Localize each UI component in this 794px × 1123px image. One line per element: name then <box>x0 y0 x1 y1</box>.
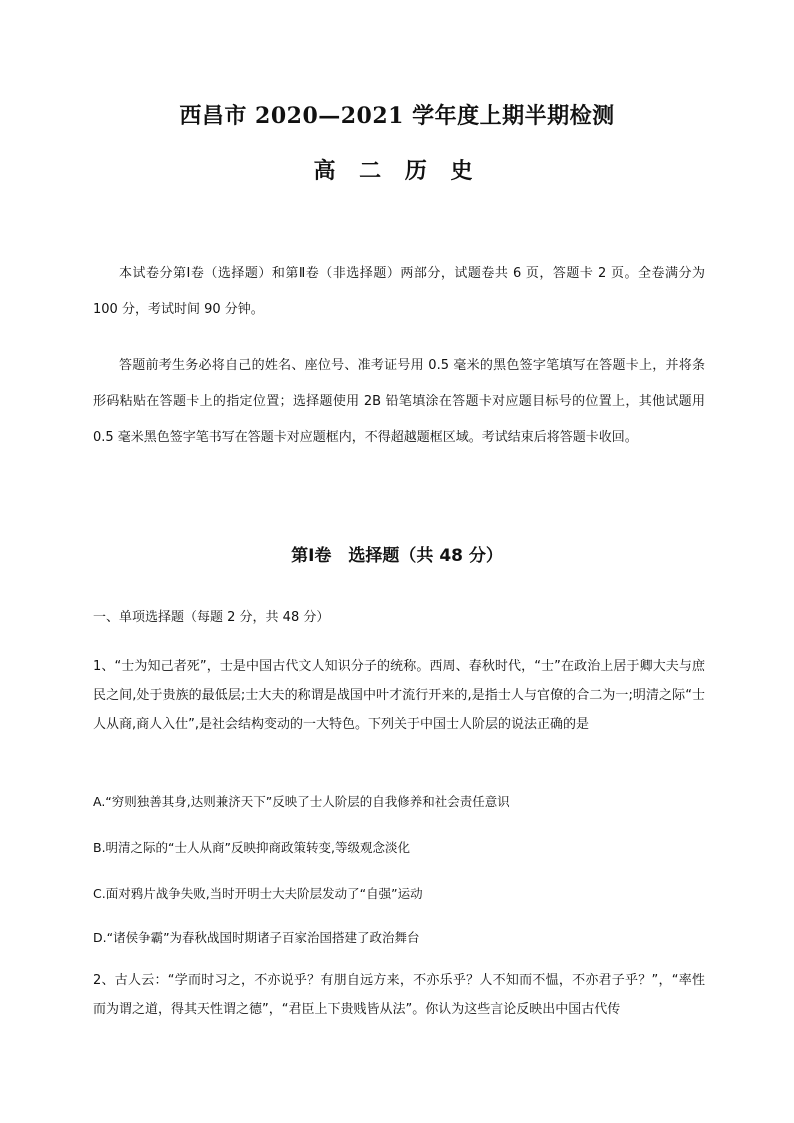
question-1-option-a: A.“穷则独善其身,达则兼济天下”反映了士人阶层的自我修养和社会责任意识 <box>93 794 510 809</box>
question-1-option-d: D.“诸侯争霸”为春秋战国时期诸子百家治国搭建了政治舞台 <box>93 930 420 945</box>
part-heading: 一、单项选择题（每题 2 分，共 48 分） <box>93 610 330 625</box>
instruction-paragraph-1: 本试卷分第Ⅰ卷（选择题）和第Ⅱ卷（非选择题）两部分，试题卷共 6 页，答题卡 2 页。全卷满分为 100 分，考试时间 90 分钟。 <box>93 266 705 317</box>
section-title: 第Ⅰ卷 选择题（共 48 分） <box>291 546 503 566</box>
question-1-option-c: C.面对鸦片战争失败,当时开明士大夫阶层发动了“自强”运动 <box>93 886 423 901</box>
exam-title: 西昌市 2020—2021 学年度上期半期检测 <box>179 103 615 129</box>
question-2-stem: 2、古人云：“学而时习之，不亦说乎？有朋自远方来，不亦乐乎？人不知而不愠，不亦君子乎？”，“率性而为谓之道，得其天性谓之德”，“君臣上下贵贱皆从法”。你认为这些言论反映出中国古代传 <box>93 973 705 1017</box>
instruction-paragraph-2: 答题前考生务必将自己的姓名、座位号、准考证号用 0.5 毫米的黑色签字笔填写在答题卡上，并将条形码粘贴在答题卡上的指定位置；选择题使用 2B 铅笔填涂在答题卡对应题目标号的位置上，其他试题用 0.5 毫米黑色签字笔书写在答题卡对应题框内，不得超越题框区域。考试结束后将答题卡收回。 <box>93 358 705 445</box>
question-1-option-b: B.明清之际的“士人从商”反映抑商政策转变,等级观念淡化 <box>93 840 410 855</box>
question-1-stem: 1、“士为知己者死”，士是中国古代文人知识分子的统称。西周、春秋时代，“士”在政治上居于卿大夫与庶民之间,处于贵族的最低层;士大夫的称谓是战国中叶才流行开来的,是指士人与官僚的合二为一;明清之际“士人从商,商人入仕”,是社会结构变动的一大特色。下列关于中国士人阶层的说法正确的是 <box>93 659 705 732</box>
exam-subject: 高 二 历 史 <box>313 159 481 184</box>
